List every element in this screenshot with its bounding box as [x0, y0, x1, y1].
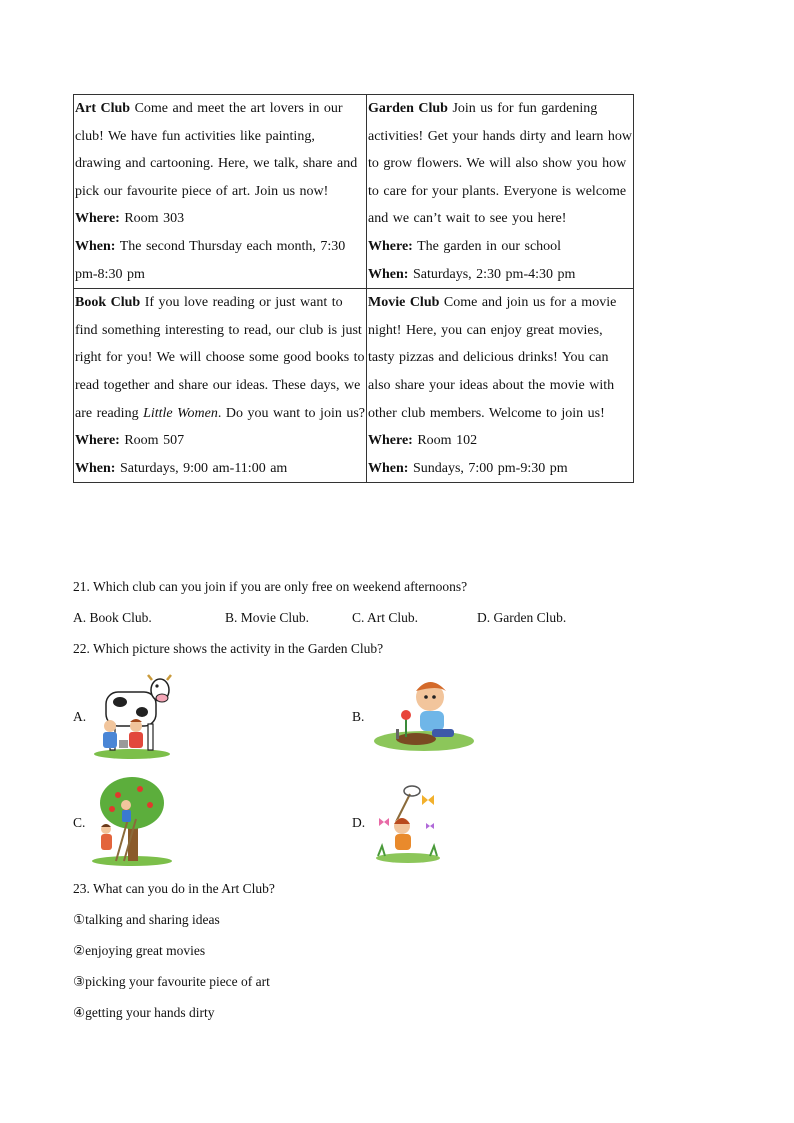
movie-club-desc: Come and join us for a movie night! Here, you can enjoy great movies, tasty pizzas and delicious drinks! You can also share your ideas about the movie with other club members. Welcome to join us! — [368, 295, 617, 421]
option-c: C. Art Club. — [352, 610, 419, 625]
art-where: Room 303 — [124, 211, 185, 227]
book-when-label: When: — [75, 460, 116, 476]
book-where-label: Where: — [75, 433, 120, 449]
art-club-option-3: ③picking your favourite piece of art — [73, 974, 270, 989]
clubs-table — [73, 94, 634, 483]
question-22: 22. Which picture shows the activity in the Garden Club? — [73, 641, 384, 656]
option-a: A. Book Club. — [73, 610, 152, 625]
movie-where: Room 102 — [417, 433, 478, 449]
book-club-desc-end: . Do you want to join us? — [217, 405, 365, 421]
picture-label-d: D. — [352, 815, 366, 830]
movie-when: Sundays, 7:00 pm-9:30 pm — [412, 460, 568, 476]
book-club-desc: If you love reading or just want to find something interesting to read, our club is just right for you! We will choose some good books to read together and share our ideas. These days, we are reading — [75, 295, 365, 421]
option-b: B. Movie Club. — [225, 610, 310, 625]
boy-planting-flower-picture — [372, 675, 476, 753]
garden-when-label: When: — [368, 266, 409, 282]
picture-label-c: C. — [73, 815, 86, 830]
garden-where: The garden in our school — [417, 238, 562, 254]
art-where-label: Where: — [75, 211, 120, 227]
movie-club-name: Movie Club — [368, 295, 440, 311]
question-21-options — [73, 610, 633, 630]
book-where: Room 507 — [124, 433, 185, 449]
book-when: Saturdays, 9:00 am-11:00 am — [119, 460, 288, 476]
art-club-desc: Come and meet the art lovers in our club! We have fun activities like painting, drawing and cartooning. Here, we talk, share and pick our favourite piece of art. Join us now! — [75, 101, 358, 199]
children-picking-apples-picture — [88, 775, 174, 867]
children-with-cow-picture — [90, 672, 176, 760]
art-when-label: When: — [75, 238, 116, 254]
question-21: 21. Which club can you join if you are only free on weekend afternoons? — [73, 579, 468, 594]
art-club-option-4: ④getting your hands dirty — [73, 1005, 215, 1020]
garden-when: Saturdays, 2:30 pm-4:30 pm — [412, 266, 576, 282]
art-club-name: Art Club — [75, 101, 131, 116]
book-club-name: Book Club — [75, 295, 141, 311]
art-when: The second Thursday each month, 7:30 pm-8:30 pm — [75, 238, 346, 282]
art-club-option-2: ②enjoying great movies — [73, 943, 206, 958]
question-23: 23. What can you do in the Art Club? — [73, 881, 275, 896]
garden-club-desc: Join us for fun gardening activities! Get your hands dirty and learn how to grow flowers. We will also show you how to care for your plants. Everyone is welcome and we can’t wait to see you here! — [368, 101, 632, 227]
movie-when-label: When: — [368, 460, 409, 476]
girl-catching-butterflies-picture — [372, 782, 444, 868]
art-club-cell — [74, 95, 367, 289]
book-title: Little Women — [143, 405, 218, 421]
garden-club-name: Garden Club — [368, 101, 448, 116]
garden-club-cell — [367, 95, 634, 289]
art-club-option-1: ①talking and sharing ideas — [73, 912, 220, 927]
picture-label-a: A. — [73, 709, 87, 724]
book-club-cell — [74, 289, 367, 483]
garden-where-label: Where: — [368, 238, 413, 254]
movie-club-cell — [367, 289, 634, 483]
movie-where-label: Where: — [368, 433, 413, 449]
picture-label-b: B. — [352, 709, 365, 724]
option-d: D. Garden Club. — [477, 610, 567, 625]
